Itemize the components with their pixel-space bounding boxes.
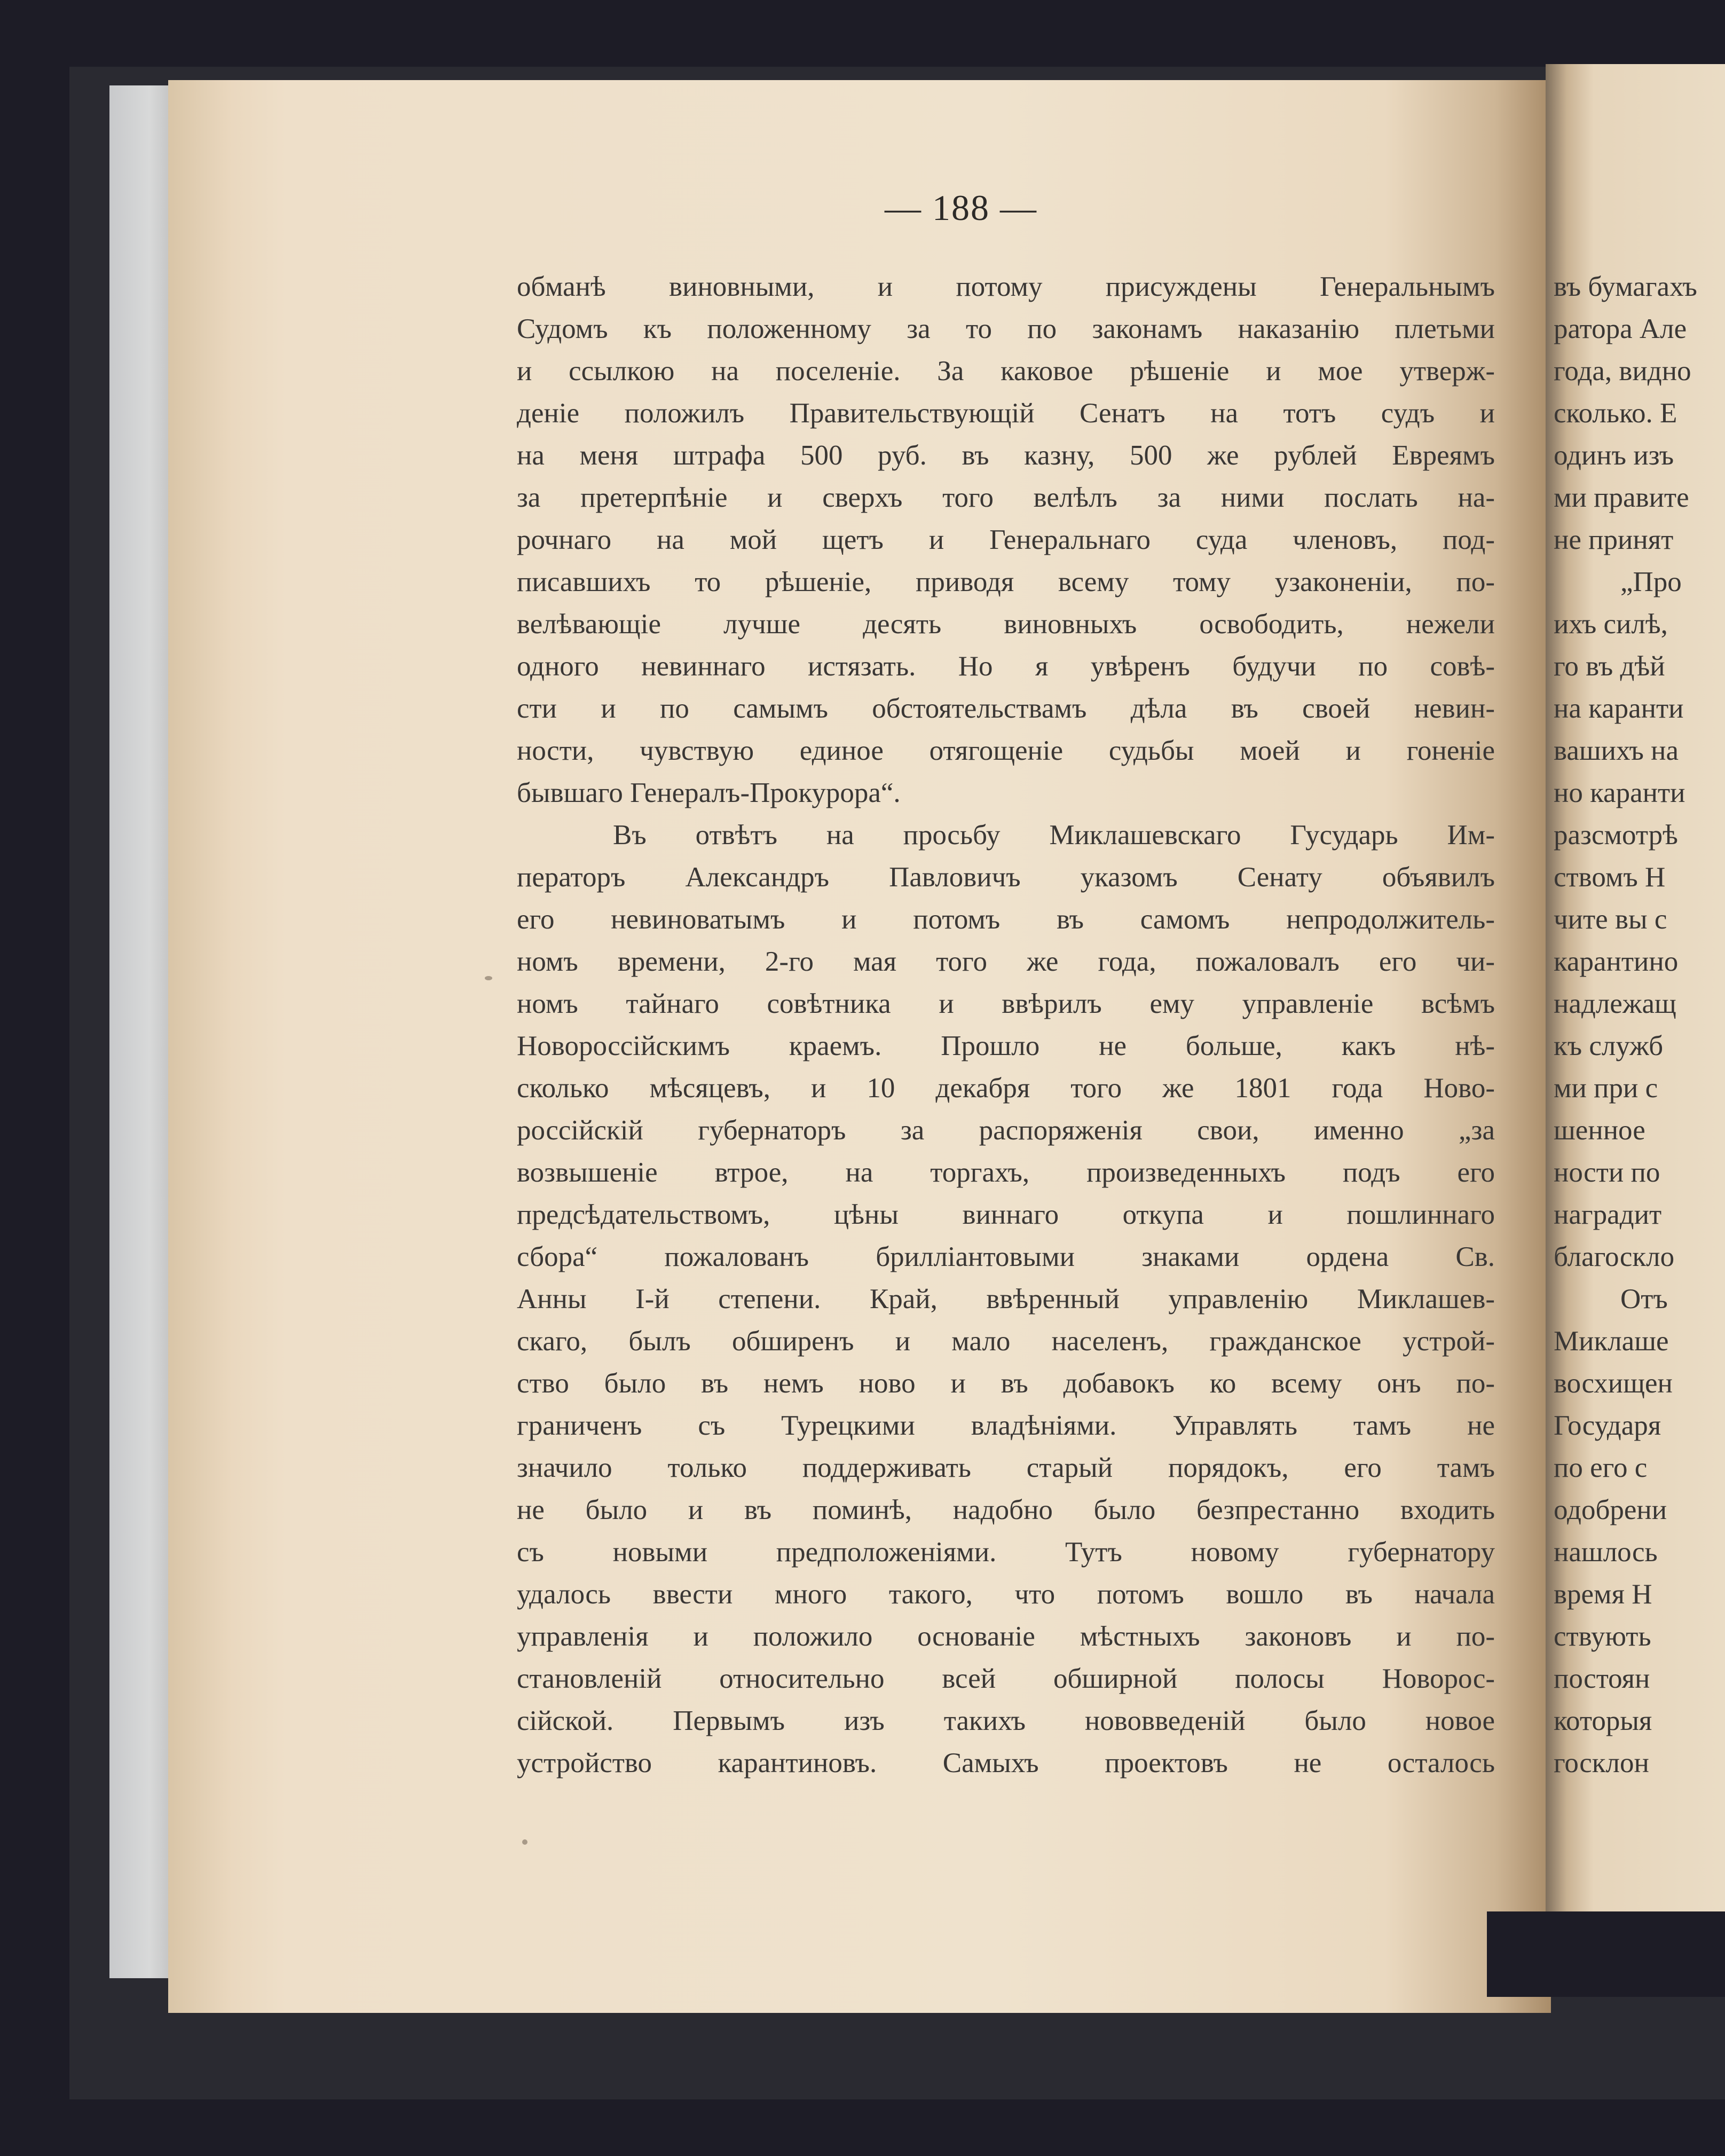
text-line: Въ отвѣтъ на просьбу Миклашевскаго Гусударь Им- (613, 820, 1495, 851)
facing-text-line: которыя (1554, 1705, 1652, 1736)
text-line: писавшихъ то рѣшеніе, приводя всему тому узаконеніи, по- (517, 566, 1495, 597)
facing-text-line: время Н (1554, 1579, 1652, 1610)
text-line: скаго, былъ обширенъ и мало населенъ, гражданское устрой- (517, 1326, 1495, 1357)
facing-text-line: но каранти (1554, 777, 1685, 808)
facing-text-line: ми правите (1554, 482, 1689, 513)
facing-text-line: Отъ (1620, 1284, 1668, 1315)
facing-text-line: госклон (1554, 1748, 1649, 1779)
facing-text-line: года, видно (1554, 356, 1691, 387)
text-line: Анны I-й степени. Край, ввѣренный управленію Миклашев- (517, 1284, 1495, 1315)
text-line: ператоръ Александръ Павловичъ указомъ Сенату объявилъ (517, 862, 1495, 893)
text-line: рочнаго на мой щетъ и Генеральнаго суда членовъ, под- (517, 524, 1495, 555)
paper-speck (522, 1839, 527, 1845)
text-line: его невиноватымъ и потомъ въ самомъ непродолжитель- (517, 904, 1495, 935)
text-line: и ссылкою на поселеніе. За каковое рѣшеніе и мое утверж- (517, 356, 1495, 387)
facing-text-line: не принят (1554, 524, 1674, 555)
facing-text-line: „Про (1620, 566, 1682, 597)
text-line: номъ тайнаго совѣтника и ввѣрилъ ему управленіе всѣмъ (517, 988, 1495, 1019)
text-line: ство было въ немъ ново и въ добавокъ ко всему онъ по- (517, 1368, 1495, 1399)
facing-text-line: Миклаше (1554, 1326, 1669, 1357)
text-line: управленія и положило основаніе мѣстныхъ законовъ и по- (517, 1621, 1495, 1652)
facing-text-line: одинъ изъ (1554, 440, 1674, 471)
facing-text-line: ратора Але (1554, 313, 1687, 344)
text-line: сбора“ пожалованъ брилліантовыми знаками ордена Св. (517, 1241, 1495, 1272)
text-line: Новороссійскимъ краемъ. Прошло не больше, какъ нѣ- (517, 1030, 1495, 1061)
text-line: за претерпѣніе и сверхъ того велѣлъ за ними послать на- (517, 482, 1495, 513)
text-line: не было и въ поминѣ, надобно было безпрестанно входить (517, 1494, 1495, 1525)
facing-text-line: сколько. Е (1554, 398, 1677, 429)
text-line: ности, чувствую единое отягощеніе судьбы моей и гоненіе (517, 735, 1495, 766)
facing-text-line: чите вы с (1554, 904, 1667, 935)
facing-text-line: го въ дѣй (1554, 651, 1665, 682)
text-line: съ новыми предположеніями. Тутъ новому губернатору (517, 1537, 1495, 1568)
text-line: предсѣдательствомъ, цѣны виннаго откупа и пошлиннаго (517, 1199, 1495, 1230)
margin-mark (485, 976, 492, 980)
text-line: деніе положилъ Правительствующій Сенатъ на тотъ судъ и (517, 398, 1495, 429)
facing-text-line: нашлось (1554, 1537, 1658, 1568)
facing-text-line: ихъ силѣ, (1554, 609, 1668, 640)
facing-text-line: на каранти (1554, 693, 1684, 724)
facing-text-line: наградит (1554, 1199, 1662, 1230)
facing-text-line: къ служб (1554, 1030, 1664, 1061)
facing-text-line: ности по (1554, 1157, 1660, 1188)
text-line: на меня штрафа 500 руб. въ казну, 500 же рублей Евреямъ (517, 440, 1495, 471)
facing-text-line: въ бумагахъ (1554, 271, 1697, 302)
facing-text-line: благоскло (1554, 1241, 1675, 1272)
book-edge-strip (109, 85, 176, 1978)
facing-text-line: одобрени (1554, 1494, 1667, 1525)
facing-text-line: разсмотрѣ (1554, 820, 1678, 851)
text-line: Судомъ къ положенному за то по законамъ наказанію плетьми (517, 313, 1495, 344)
text-line: возвышеніе втрое, на торгахъ, произведенныхъ подъ его (517, 1157, 1495, 1188)
text-line: бывшаго Генералъ-Прокурора“. (517, 777, 901, 808)
page-number: — 188 — (885, 187, 1037, 228)
facing-text-line: Государя (1554, 1410, 1661, 1441)
facing-text-line: по его с (1554, 1452, 1648, 1483)
text-line: одного невиннаго истязать. Но я увѣренъ будучи по совѣ- (517, 651, 1495, 682)
text-line: сійской. Первымъ изъ такихъ нововведеній было новое (517, 1705, 1495, 1736)
facing-text-line: шенное (1554, 1115, 1645, 1146)
text-line: значило только поддерживать старый порядокъ, его тамъ (517, 1452, 1495, 1483)
text-line: граниченъ съ Турецкими владѣніями. Управлять тамъ не (517, 1410, 1495, 1441)
text-line: велѣвающіе лучше десять виновныхъ освободить, нежели (517, 609, 1495, 640)
text-line: удалось ввести много такого, что потомъ вошло въ начала (517, 1579, 1495, 1610)
facing-text-line: надлежащ (1554, 988, 1676, 1019)
facing-text-line: восхищен (1554, 1368, 1673, 1399)
page-body-text (517, 266, 1495, 1784)
text-line: россійскій губернаторъ за распоряженія свои, именно „за (517, 1115, 1495, 1146)
text-line: сти и по самымъ обстоятельствамъ дѣла въ своей невин- (517, 693, 1495, 724)
facing-text-line: ми при с (1554, 1073, 1658, 1104)
text-line: номъ времени, 2-го мая того же года, пожаловалъ его чи- (517, 946, 1495, 977)
text-line: обманѣ виновными, и потому присуждены Генеральнымъ (517, 271, 1495, 302)
facing-text-line: ствомъ Н (1554, 862, 1666, 893)
bottom-shadow (1487, 1911, 1725, 1997)
facing-text-line: ствують (1554, 1621, 1651, 1652)
facing-text-line: карантино (1554, 946, 1679, 977)
facing-text-line: вашихъ на (1554, 735, 1679, 766)
text-line: устройство карантиновъ. Самыхъ проектовъ не осталось (517, 1748, 1495, 1779)
text-line: сколько мѣсяцевъ, и 10 декабря того же 1801 года Ново- (517, 1073, 1495, 1104)
facing-text-line: постоян (1554, 1663, 1650, 1694)
facing-page-text (1554, 266, 1725, 1784)
text-line: становленій относительно всей обширной полосы Новорос- (517, 1663, 1495, 1694)
